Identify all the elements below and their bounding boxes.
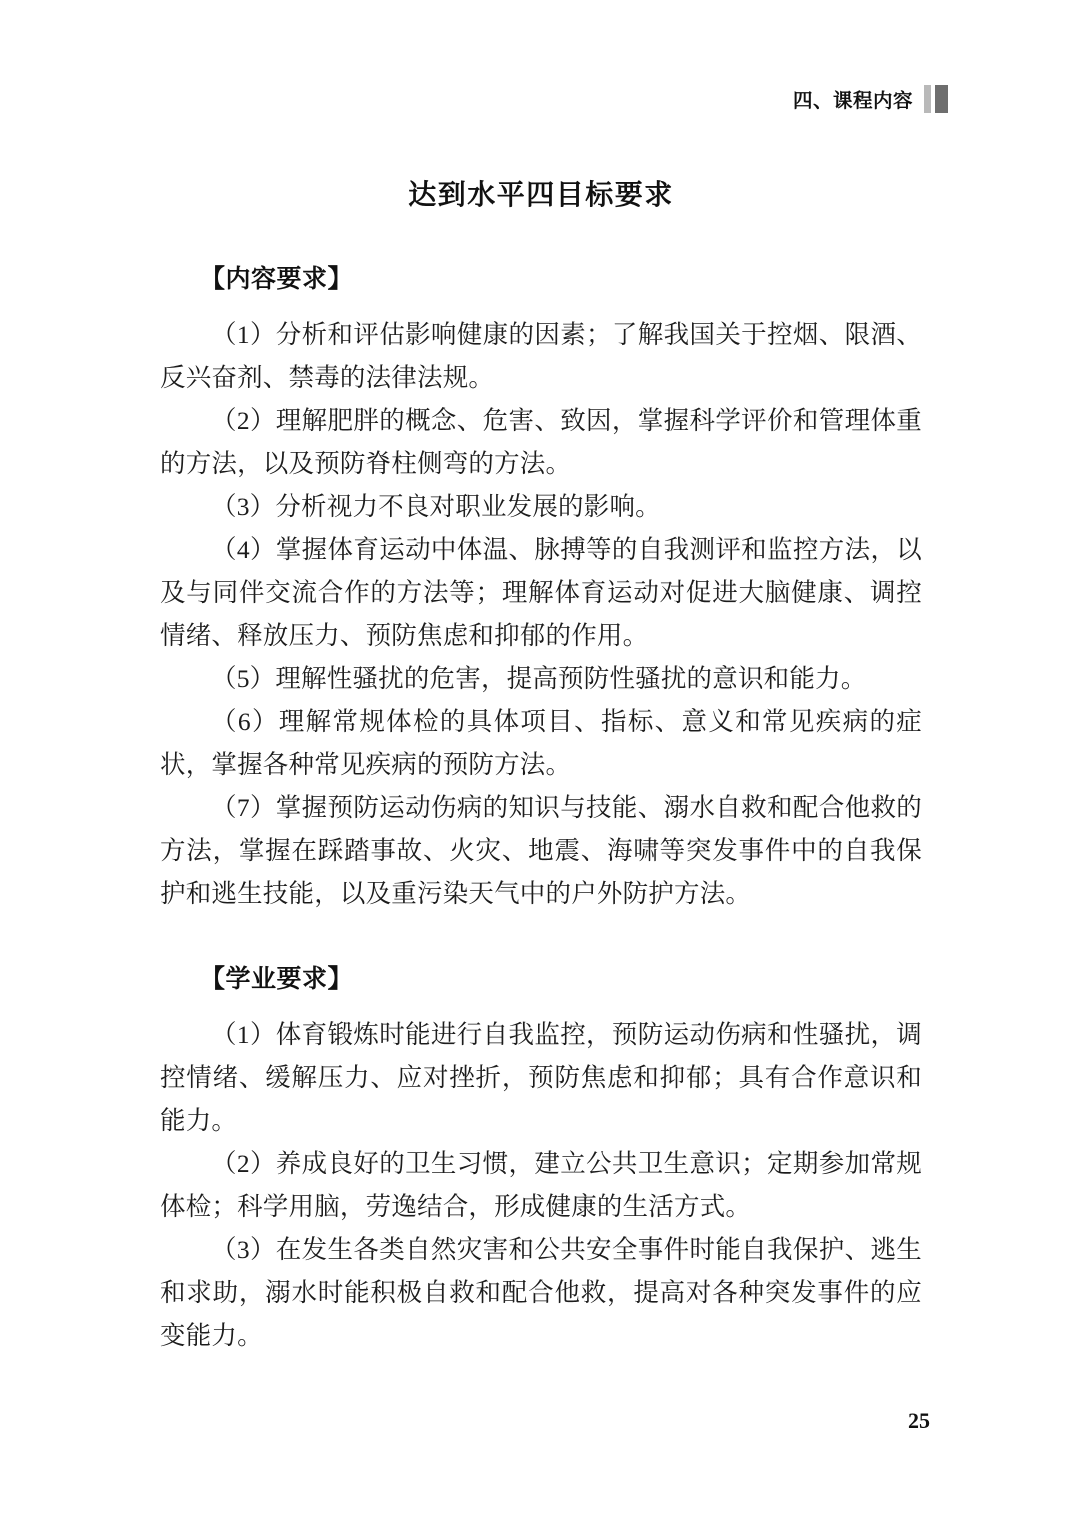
header-bar-dark-icon [935,85,948,113]
list-item: （3）分析视力不良对职业发展的影响。 [211,492,661,521]
list-item: （7）掌握预防运动伤病的知识与技能、溺水自救和配合他救的方法，掌握在踩踏事故、火灾、地震、海啸等突发事件中的自我保护和逃生技能，以及重污染天气中的户外防护方法。 [160,793,922,908]
section-heading-academic-requirements: 【学业要求】 [200,964,354,993]
list-item: （1）体育锻炼时能进行自我监控，预防运动伤病和性骚扰，调控情绪、缓解压力、应对挫折，预防焦虑和抑郁；具有合作意识和能力。 [160,1020,922,1135]
list-item: （2）养成良好的卫生习惯，建立公共卫生意识；定期参加常规体检；科学用脑，劳逸结合，形成健康的生活方式。 [160,1149,922,1221]
list-item: （3）在发生各类自然灾害和公共安全事件时能自我保护、逃生和求助，溺水时能积极自救和配合他救，提高对各种突发事件的应变能力。 [160,1235,922,1350]
running-header [793,82,948,116]
page-content [160,175,922,1357]
section-heading-content-requirements: 【内容要求】 [200,264,354,293]
list-item: （4）掌握体育运动中体温、脉搏等的自我测评和监控方法，以及与同伴交流合作的方法等；理解体育运动对促进大脑健康、调控情绪、释放压力、预防焦虑和抑郁的作用。 [160,535,922,650]
list-item: （5）理解性骚扰的危害，提高预防性骚扰的意识和能力。 [211,664,867,693]
list-item: （6）理解常规体检的具体项目、指标、意义和常见疾病的症状，掌握各种常见疾病的预防方法。 [160,707,922,779]
chapter-label: 四、课程内容 [792,89,913,112]
header-decoration [924,85,948,113]
section-body-academic-requirements [160,1013,922,1357]
page-number: 25 [908,1408,930,1433]
header-bar-light-icon [924,85,931,113]
list-item: （2）理解肥胖的概念、危害、致因，掌握科学评价和管理体重的方法，以及预防脊柱侧弯的方法。 [160,406,922,478]
section-body-content-requirements [160,313,922,915]
page-title: 达到水平四目标要求 [408,178,674,211]
list-item: （1）分析和评估影响健康的因素；了解我国关于控烟、限酒、反兴奋剂、禁毒的法律法规。 [160,320,922,392]
